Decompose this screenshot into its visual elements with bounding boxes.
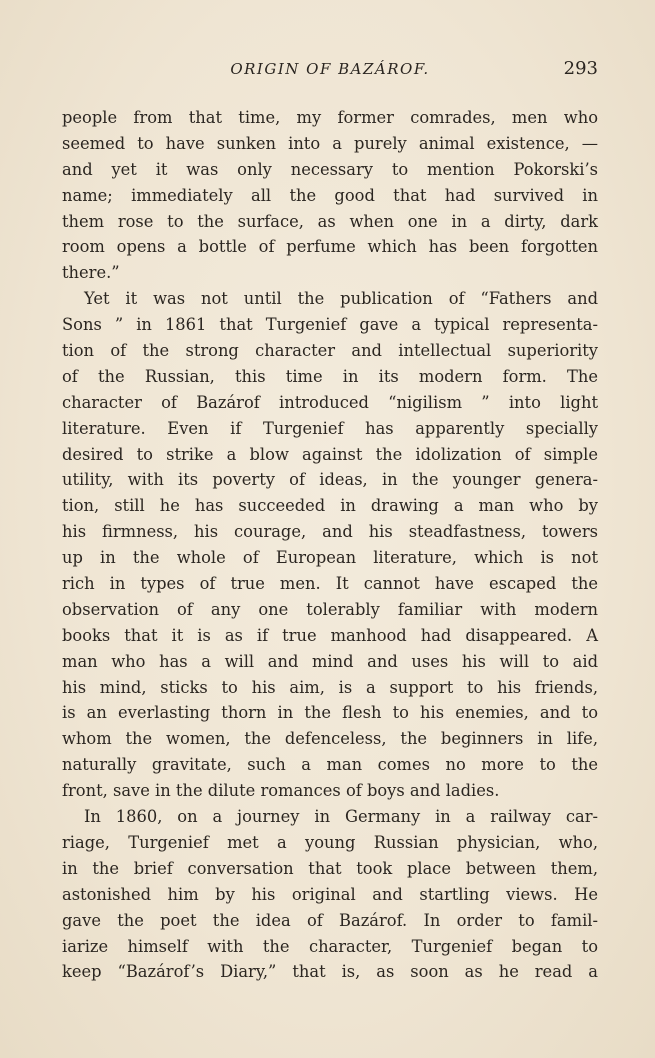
- text-line: his firmness, his courage, and his steadfastness, towers: [62, 522, 598, 542]
- text-line: iarize himself with the character, Turgenief began to: [62, 936, 598, 956]
- text-line: room opens a bottle of perfume which has been forgotten: [62, 237, 598, 257]
- text-line: In 1860, on a journey in Germany in a railway car-: [84, 807, 598, 827]
- text-line: gave the poet the idea of Bazárof. In order to famil-: [62, 910, 598, 930]
- text-line: and yet it was only necessary to mention Pokorski’s: [62, 159, 598, 179]
- text-line: man who has a will and mind and uses his will to aid: [62, 651, 598, 671]
- text-line: riage, Turgenief met a young Russian physician, who,: [62, 832, 598, 852]
- text-line: his mind, sticks to his aim, is a support to his friends,: [62, 677, 598, 697]
- text-line: in the brief conversation that took place between them,: [62, 858, 598, 878]
- page-number: 293: [563, 58, 598, 79]
- text-line: rich in types of true men. It cannot have escaped the: [62, 574, 598, 594]
- text-line: them rose to the surface, as when one in a dirty, dark: [62, 211, 598, 231]
- paragraph: [62, 286, 598, 804]
- text-line: Yet it was not until the publication of “Fathers and: [84, 289, 598, 309]
- running-title: ORIGIN OF BAZÁROF.: [230, 60, 430, 78]
- text-line: books that it is as if true manhood had disappeared. A: [62, 625, 598, 645]
- text-line: Sons ” in 1861 that Turgenief gave a typical representa-: [62, 315, 598, 335]
- paragraph: [62, 804, 598, 985]
- text-line: naturally gravitate, such a man comes no more to the: [62, 755, 598, 775]
- text-line: tion, still he has succeeded in drawing a man who by: [62, 496, 598, 516]
- text-line: literature. Even if Turgenief has apparently specially: [62, 418, 598, 438]
- text-line: utility, with its poverty of ideas, in the younger genera-: [62, 470, 598, 490]
- text-line: of the Russian, this time in its modern form. The: [62, 366, 598, 386]
- text-line: whom the women, the defenceless, the beginners in life,: [62, 729, 598, 749]
- text-line: name; immediately all the good that had survived in: [62, 185, 598, 205]
- text-line: astonished him by his original and startling views. He: [62, 884, 598, 904]
- text-line: up in the whole of European literature, which is not: [62, 548, 598, 568]
- text-line: observation of any one tolerably familiar with modern: [62, 599, 598, 619]
- text-line: tion of the strong character and intellectual superiority: [62, 341, 598, 361]
- text-line: is an everlasting thorn in the flesh to his enemies, and to: [62, 703, 598, 723]
- text-line: keep “Bazárof’s Diary,” that is, as soon as he read a: [62, 962, 598, 982]
- text-line: seemed to have sunken into a purely animal existence, —: [62, 133, 598, 153]
- text-line: desired to strike a blow against the idolization of simple: [62, 444, 598, 464]
- body-text: [62, 105, 598, 985]
- text-line: character of Bazárof introduced “nigilism ” into light: [62, 392, 598, 412]
- text-line: there.”: [62, 263, 120, 283]
- running-head: [62, 58, 598, 82]
- paragraph: [62, 105, 598, 286]
- text-line: people from that time, my former comrades, men who: [62, 108, 598, 127]
- text-line: front, save in the dilute romances of boys and ladies.: [62, 781, 500, 801]
